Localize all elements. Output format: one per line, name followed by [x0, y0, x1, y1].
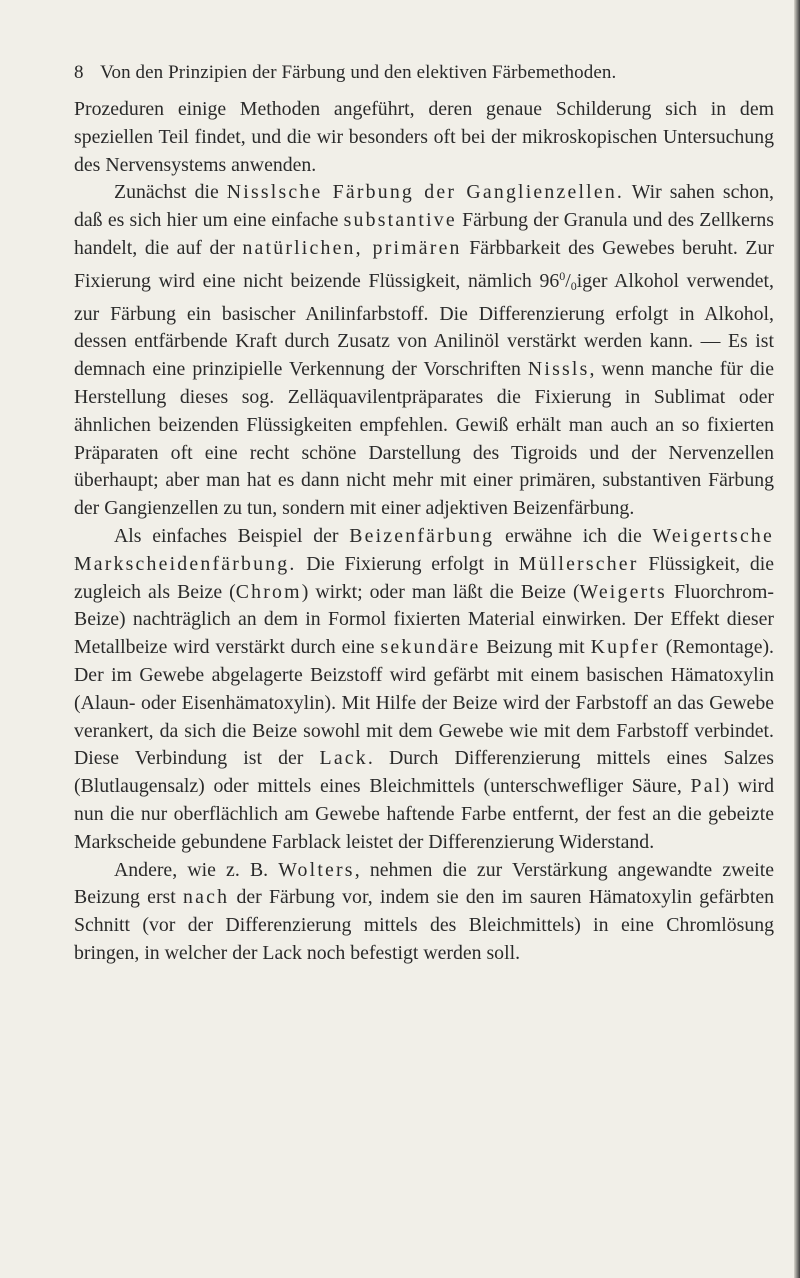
text-segment: , nehmen die zur Verstärkung angewandte zweite Beizung erst [74, 858, 774, 909]
spaced-emphasis-text: Lack [319, 747, 368, 770]
running-header [74, 62, 754, 84]
text-segment: Flüssigkeit, die zugleich als Beize ( [74, 552, 774, 603]
spaced-emphasis-text: natürlichen, primären [242, 236, 462, 259]
text-segment: Färbung der Granula und des Zellkerns handelt, die auf der [74, 209, 775, 259]
spaced-emphasis-text: Beizenfärbung [349, 524, 495, 547]
text-segment: Zunächst die [114, 181, 227, 204]
text-segment: Fluorchrom-Beize) nachträglich an dem in Formol fixierten Material einwirken. Der Effekt dieser Metallbeize wird verstärkt durch eine [74, 580, 775, 659]
text-segment: Beizung mit [480, 636, 591, 659]
paragraph [74, 857, 774, 968]
text-segment: Andere, wie z. B. [114, 858, 279, 881]
text-segment: der Färbung vor, indem sie den im sauren Hämatoxylin gefärbten Schnitt (vor der Differenzierung mittels des Bleichmittels) in eine Chromlösung bringen, in welcher der Lack noch befestigt werden soll. [74, 886, 774, 964]
text-segment: Die Fixierung erfolgt in [296, 552, 519, 575]
text-segment: ) wird nun die nur oberflächlich am Gewebe haftende Farbe entfernt, der fest an die gebeizte Markscheide gebundene Farblack leistet der Differenzierung Widerstand. [74, 775, 774, 853]
text-segment: . Durch Differenzierung mittels eines Salzes (Blutlaugensalz) oder mittels eines Bleichmittels (unterschwefliger Säure, [74, 747, 774, 798]
spaced-emphasis-text: Weigertsche Markscheidenfärbung. [74, 524, 774, 575]
text-segment: Als einfaches Beispiel der [114, 524, 350, 547]
running-title: Von den Prinzipien der Färbung und den elektiven Färbemethoden. [100, 62, 617, 83]
spaced-emphasis-text: substantive [343, 209, 457, 232]
text-segment: , wenn manche für die Herstellung dieses sog. Zelläquavilentpräparates die Fixierung in Sublimat oder ähnlichen beizenden Flüssigkeiten empfehlen. Gewiß erhält man auch an so fixierten Präparaten oft eine recht schöne Darstellung des Tigroids und der Nervenzellen überhaupt; aber man hat es dann nicht mehr mit einer primären, substantiven Färbung der Gangienzellen zu tun, sondern mit einer adjektiven Beizenfärbung. [74, 358, 774, 520]
spaced-emphasis-text: Pal [690, 775, 723, 798]
body-text [74, 96, 774, 968]
text-segment: Färbbarkeit des Gewebes beruht. Zur Fixierung wird eine nicht beizende Flüssigkeit, nämlich 96 [74, 236, 774, 292]
text-segment: Prozeduren einige Methoden angeführt, deren genaue Schilderung sich in dem speziellen Teil findet, und die wir besonders oft bei der mikroskopischen Untersuchung des Nervensystems anwenden. [74, 98, 774, 176]
page-number: 8 [74, 62, 84, 83]
text-segment: 0 [559, 268, 566, 283]
text-segment: iger Alkohol verwendet, zur Färbung ein basischer Anilinfarbstoff. Die Differenzierung erfolgt in Alkohol, dessen entfärbende Kraft durch Zusatz von Anilinöl verstärkt werden kann. — Es ist demnach eine prinzipielle Verkennung der Vorschriften [74, 269, 775, 381]
text-segment: ) wirkt; oder man läßt die Beize ( [301, 580, 580, 603]
spaced-emphasis-text: Weigerts [579, 580, 667, 603]
paragraph [74, 96, 774, 179]
spaced-emphasis-text: Kupfer [590, 636, 660, 659]
spaced-emphasis-text: Nisslsche Färbung der Ganglienzellen. [226, 181, 625, 204]
spaced-emphasis-text: sekundäre [380, 636, 481, 659]
text-segment: (Remontage). Der im Gewebe abgelagerte Beizstoff wird gefärbt mit einem basischen Hämatoxylin (Alaun- oder Eisenhämatoxylin). Mit Hilfe der Beize wird der Farbstoff an das Gewebe verankert, da sich die Beize sowohl mit dem Gewebe wie mit dem Farbstoff verbindet. Diese Verbindung ist der [74, 636, 775, 770]
text-segment: 0 [570, 278, 577, 293]
page-edge-shadow [794, 0, 800, 1278]
spaced-emphasis-text: Wolters [278, 858, 355, 881]
spaced-emphasis-text: Müllerscher [518, 552, 639, 575]
paragraph [74, 523, 774, 857]
spaced-emphasis-text: Nissls [527, 358, 590, 381]
text-segment: Wir sahen schon, daß es sich hier um eine einfache [74, 181, 774, 232]
spaced-emphasis-text: nach [183, 886, 230, 909]
text-segment: erwähne ich die [494, 524, 653, 547]
spaced-emphasis-text: Chrom [235, 580, 302, 603]
paragraph [74, 179, 774, 523]
text-segment: / [565, 269, 571, 292]
